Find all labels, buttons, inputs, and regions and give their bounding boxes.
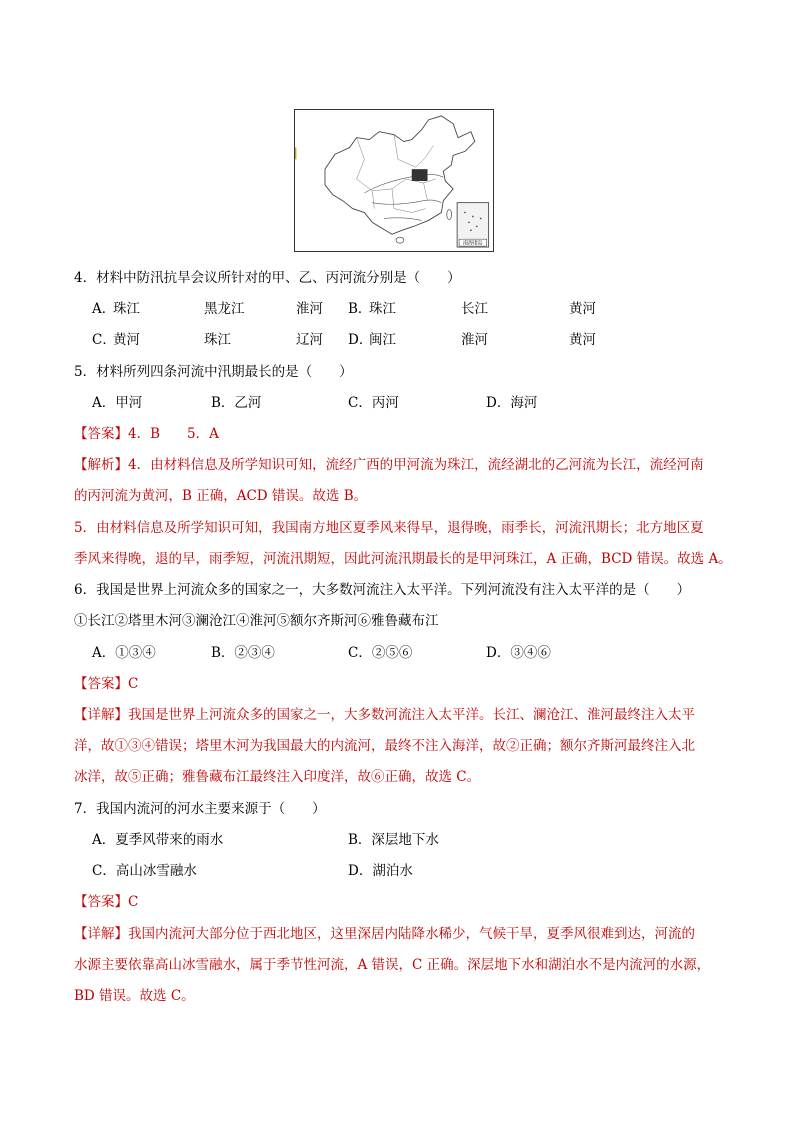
q5-stem: 5．材料所列四条河流中汛期最长的是（ ）	[74, 364, 353, 380]
answer-tag: 【答案】	[74, 676, 128, 692]
explanation-6-line2: 洋，故①③④错误；塔里木河为我国最大的内流河，最终不注入海洋，故②正确；额尔齐斯河最终注入北	[74, 738, 695, 754]
explanation-tag: 【详解】	[74, 926, 128, 942]
explanation-4-5-line4: 季风来得晚，退的早，雨季短，河流汛期短，因此河流汛期最长的是甲河珠江，A 正确，BCD 错误。故选 A。	[74, 551, 732, 567]
explanation-tag: 【详解】	[74, 707, 128, 723]
q4-option-b-v3: 黄河	[569, 301, 596, 317]
explanation-4-5-line3: 5．由材料信息及所学知识可知，我国南方地区夏季风来得早，退得晚，雨季长，河流汛期长；北方地区夏	[74, 520, 704, 536]
q4-option-c-v2: 珠江	[204, 332, 231, 348]
hainan-island	[396, 237, 404, 243]
answer-text: 4．B 5．A	[128, 426, 219, 442]
q7-option-d: D．湖泊水	[348, 863, 413, 879]
q6-river-list: ①长江②塔里木河③澜沧江④淮河⑤额尔齐斯河⑥雅鲁藏布江	[74, 613, 439, 629]
q4-option-d-v1: 闽江	[369, 332, 396, 348]
q4-option-d-label: D．	[348, 332, 373, 348]
q4-option-a-v1: 珠江	[113, 301, 140, 317]
china-map-figure	[294, 109, 494, 252]
answer-4-5	[74, 424, 219, 444]
answer-tag: 【答案】	[74, 894, 128, 910]
q4-option-a-label: A．	[92, 301, 116, 317]
q5-option-d: D．海河	[486, 395, 538, 411]
explanation-4-5-line1	[74, 455, 704, 475]
answer-tag: 【答案】	[74, 426, 128, 442]
q6-stem: 6．我国是世界上河流众多的国家之一，大多数河流注入太平洋。下列河流没有注入太平洋的是（ ）	[74, 582, 691, 598]
q4-option-b-v1: 珠江	[369, 301, 396, 317]
china-map-svg	[295, 110, 493, 251]
q4-stem: 4．材料中防汛抗旱会议所针对的甲、乙、丙河流分别是（ ）	[74, 270, 461, 286]
answer-text: C	[128, 894, 139, 910]
explanation-text: 我国内流河大部分位于西北地区，这里深居内陆降水稀少，气候干旱，夏季风很难到达，河流的	[128, 926, 695, 942]
q7-option-b: B．深层地下水	[348, 832, 439, 848]
q5-option-a: A．甲河	[92, 395, 143, 411]
q6-option-d: D．③④⑥	[486, 645, 551, 661]
explanation-7-line3: BD 错误。故选 C。	[74, 988, 195, 1004]
q6-option-c: C．②⑤⑥	[348, 645, 413, 661]
china-outline	[325, 116, 475, 234]
q6-option-b: B．②③④	[211, 645, 275, 661]
explanation-7-line1	[74, 924, 695, 944]
inset-label: 南海诸岛	[463, 240, 483, 247]
shaded-region	[412, 169, 428, 181]
q4-option-d-v3: 黄河	[569, 332, 596, 348]
q7-option-a: A．夏季风带来的雨水	[92, 832, 224, 848]
q4-option-a-v3: 淮河	[296, 301, 323, 317]
q4-option-c-v3: 辽河	[296, 332, 323, 348]
q4-option-b-v2: 长江	[461, 301, 488, 317]
q5-option-b: B．乙河	[211, 395, 262, 411]
explanation-text: 4．由材料信息及所学知识可知，流经广西的甲河流为珠江，流经湖北的乙河流为长江，流经河南	[128, 457, 704, 473]
answer-7	[74, 892, 138, 912]
taiwan-island	[447, 210, 452, 220]
q4-option-c-v1: 黄河	[113, 332, 140, 348]
q5-option-c: C．丙河	[348, 395, 399, 411]
explanation-text: 我国是世界上河流众多的国家之一，大多数河流注入太平洋。长江、澜沧江、淮河最终注入太平	[128, 707, 695, 723]
explanation-6-line1	[74, 705, 695, 725]
q6-option-a: A．①③④	[92, 645, 156, 661]
answer-6	[74, 674, 138, 694]
explanation-tag: 【解析】	[74, 457, 128, 473]
explanation-7-line2: 水源主要依靠高山冰雪融水，属于季节性河流，A 错误，C 正确。深层地下水和湖泊水不是内流河的水源，	[74, 957, 711, 973]
explanation-4-5-line2: 的丙河流为黄河，B 正确，ACD 错误。故选 B。	[74, 488, 368, 504]
q4-option-a-v2: 黑龙江	[204, 301, 245, 317]
q4-option-c-label: C．	[92, 332, 116, 348]
q4-option-b-label: B．	[348, 301, 372, 317]
river-lines	[364, 174, 443, 220]
q7-option-c: C．高山冰雪融水	[92, 863, 197, 879]
q7-stem: 7．我国内流河的河水主要来源于（ ）	[74, 801, 326, 817]
answer-text: C	[128, 676, 139, 692]
explanation-6-line3: 冰洋，故⑤正确；雅鲁藏布江最终注入印度洋，故⑥正确，故选 C。	[74, 769, 481, 785]
q4-option-d-v2: 淮河	[461, 332, 488, 348]
